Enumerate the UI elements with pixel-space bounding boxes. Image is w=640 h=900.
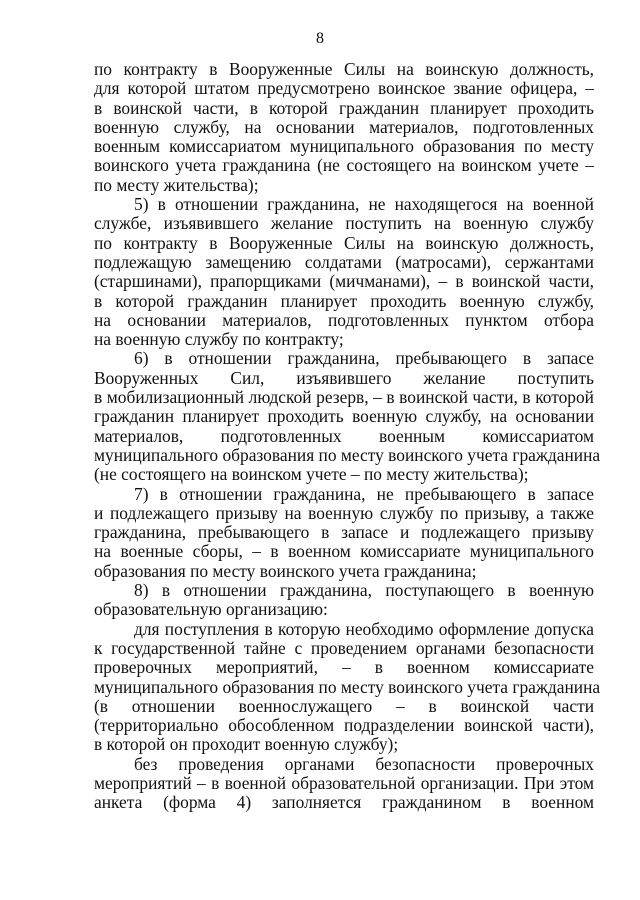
text-line: (в отношении военнослужащего – в воинской части	[94, 695, 594, 716]
text-line: для поступления в которую необходимо оформление допуска	[134, 618, 594, 639]
text-line: воинского учета гражданина (не состоящего на воинском учете –	[94, 155, 594, 176]
text-line: для которой штатом предусмотрено воинское звание офицера, –	[94, 78, 594, 99]
text-line: 5) в отношении гражданина, не находящегося на военной	[134, 194, 594, 215]
text-line: и подлежащего призыву на военную службу по призыву, а также	[94, 502, 594, 523]
text-line: проверочных мероприятий, – в военном комиссариате	[94, 657, 594, 678]
text-line: муниципального образования по месту воинского учета гражданина	[94, 444, 601, 465]
text-line: (территориально обособленном подразделении воинской части),	[94, 715, 594, 736]
text-line: в которой он проходит военную службу);	[94, 734, 399, 755]
text-line: 7) в отношении гражданина, не пребывающего в запасе	[134, 483, 594, 504]
text-line: военную службу, на основании материалов, подготовленных	[94, 116, 594, 137]
text-line: мероприятий – в военной образовательной организации. При этом	[94, 772, 594, 793]
text-line: гражданина, пребывающего в запасе и подлежащего призыву	[94, 522, 594, 543]
text-line: материалов, подготовленных военным комиссариатом	[94, 425, 594, 446]
text-line: (старшинами), прапорщиками (мичманами), – в воинской части,	[94, 271, 594, 292]
text-line: 8) в отношении гражданина, поступающего в военную	[134, 580, 594, 601]
text-line: подлежащую замещению солдатами (матросами), сержантами	[94, 251, 594, 272]
text-line: на военную службу по контракту;	[94, 329, 344, 350]
text-line: по контракту в Вооруженные Силы на воинскую должность,	[94, 232, 594, 253]
text-line: без проведения органами безопасности проверочных	[134, 753, 594, 774]
text-line: муниципального образования по месту воинского учета гражданина	[94, 676, 601, 697]
text-line: по месту жительства);	[94, 174, 259, 195]
text-line: образования по месту воинского учета гражданина;	[94, 560, 477, 581]
text-line: гражданин планирует проходить военную службу, на основании	[94, 406, 594, 427]
text-line: к государственной тайне с проведением органами безопасности	[94, 637, 594, 658]
text-line: Вооруженных Сил, изъявившего желание поступить	[94, 367, 594, 388]
text-line: в которой гражданин планирует проходить военную службу,	[94, 290, 594, 311]
text-line: военным комиссариатом муниципального образования по месту	[94, 136, 594, 157]
body-text	[94, 59, 601, 813]
text-line: на военные сборы, – в военном комиссариате муниципального	[94, 541, 594, 562]
text-line: (не состоящего на воинском учете – по месту жительства);	[94, 464, 529, 485]
text-line: 6) в отношении гражданина, пребывающего в запасе	[134, 348, 594, 369]
text-line: на основании материалов, подготовленных пунктом отбора	[94, 309, 594, 330]
text-line: по контракту в Вооруженные Силы на воинскую должность,	[94, 59, 594, 79]
text-line: службе, изъявившего желание поступить на военную службу	[94, 213, 594, 234]
text-line: образовательную организацию:	[94, 599, 328, 620]
page-number: 8	[316, 30, 324, 47]
text-line: анкета (форма 4) заполняется гражданином в военном	[94, 792, 594, 813]
text-line: в мобилизационный людской резерв, – в воинской части, в которой	[94, 387, 594, 408]
text-line: в воинской части, в которой гражданин планирует проходить	[94, 97, 594, 118]
